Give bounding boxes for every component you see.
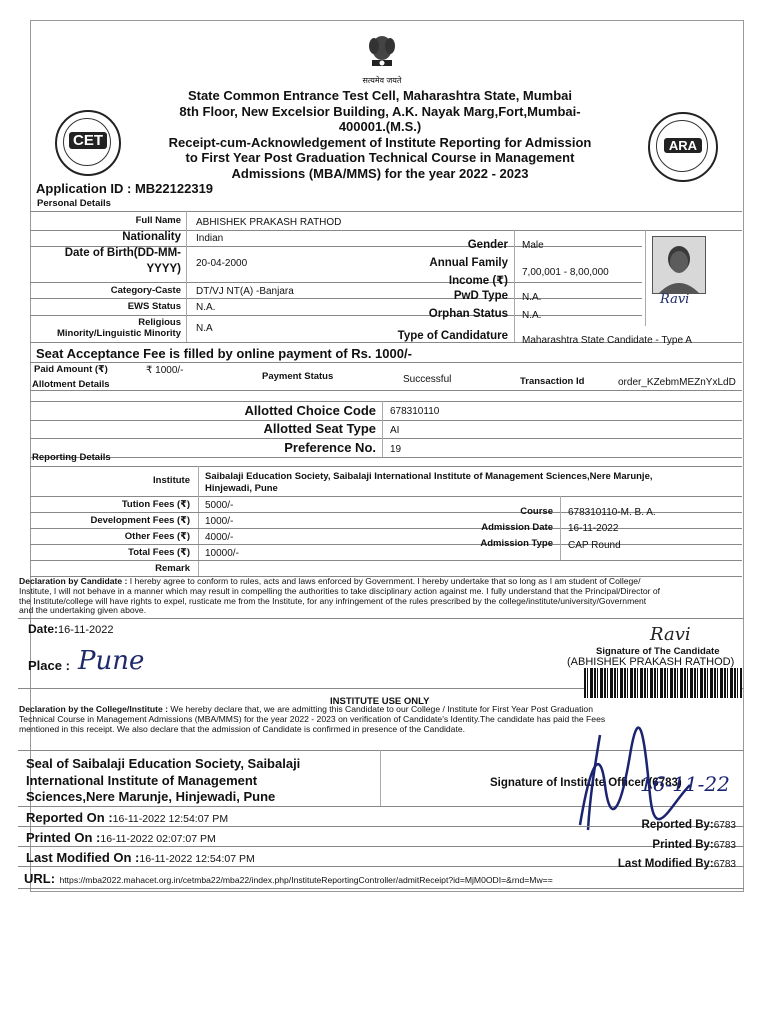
course-value: 678310110-M. B. A. xyxy=(568,507,656,518)
religious-label-2: Minority/Linguistic Minority xyxy=(56,328,181,339)
institute-use-heading: INSTITUTE USE ONLY xyxy=(330,696,430,707)
application-id: Application ID : MB22122319 xyxy=(36,181,214,196)
receipt-url: URL: https://mba2022.mahacet.org.in/cetmba22/mba22/index.php/InstituteReportingController/admitReceipt?id=MjM0ODI=&rnd=Mw== xyxy=(24,871,553,886)
full-name-value: ABHISHEK PRAKASH RATHOD xyxy=(196,217,342,228)
allotted-seat-label: Allotted Seat Type xyxy=(263,421,376,436)
admission-type-value: CAP Round xyxy=(568,540,621,551)
religious-value: N.A xyxy=(196,323,213,334)
officer-signature-label: Signature of Institute Officer (6783) xyxy=(490,777,682,789)
institute-value: Saibalaji Education Society, Saibalaji International Institute of Management Sciences,Nere Marunje, xyxy=(205,471,653,482)
institute-value-2: Hinjewadi, Pune xyxy=(205,483,278,494)
admission-date-label: Admission Date xyxy=(481,522,553,533)
reported-by: Reported By:6783 xyxy=(641,819,736,831)
institute-declaration: Declaration by the College/Institute : We hereby declare that, we are admitting this Candidate to our College / Institute for First Year Post Graduation Technical Course in Management Admissions (MBA/MMS) for the year 2022 - 2023 on verification of Candidate's Identity.The candidate has paid the Fees mentioned in this receipt. We also declare that the admission of Candidate is confirmed in presence of the Candidate. xyxy=(19,704,606,734)
tution-fees-value: 5000/- xyxy=(205,500,234,511)
barcode xyxy=(584,668,742,698)
ews-label: EWS Status xyxy=(127,301,181,312)
religious-label: Religious xyxy=(138,317,181,328)
admission-type-label: Admission Type xyxy=(480,538,553,549)
allotment-heading: Allotment Details xyxy=(32,379,110,390)
institute-seal: Seal of Saibalaji Education Society, Saibalaji International Institute of Management Sciences,Nere Marunje, Hinjewadi, Pune xyxy=(26,756,301,804)
preference-label: Preference No. xyxy=(284,440,376,455)
income-label: Annual Family xyxy=(429,257,508,269)
last-modified-by: Last Modified By:6783 xyxy=(617,858,736,870)
payment-status-value: Successful xyxy=(403,374,452,385)
dob-label: Date of Birth(DD-MM- xyxy=(64,247,181,259)
other-fees-value: 4000/- xyxy=(205,532,234,543)
development-fees-label: Development Fees (₹) xyxy=(90,515,190,526)
fee-heading: Seat Acceptance Fee is filled by online payment of Rs. 1000/- xyxy=(36,346,412,361)
other-fees-label: Other Fees (₹) xyxy=(124,531,190,542)
ews-value: N.A. xyxy=(196,302,216,313)
reported-on: Reported On :16-11-2022 12:54:07 PM xyxy=(26,810,229,825)
candidate-photo xyxy=(652,236,706,294)
gender-value: Male xyxy=(522,240,544,251)
income-label-2: Income (₹) xyxy=(448,275,508,287)
ara-logo: ARA xyxy=(648,112,718,182)
course-label: Course xyxy=(520,506,553,517)
allotted-choice-value: 678310110 xyxy=(390,406,440,417)
printed-by: Printed By:6783 xyxy=(652,839,736,851)
pwd-label: PwD Type xyxy=(453,290,508,302)
pwd-value: N.A. xyxy=(522,292,542,303)
candidate-name-under-signature: (ABHISHEK PRAKASH RATHOD) xyxy=(567,656,735,668)
paid-amount-value: ₹ 1000/- xyxy=(146,365,184,376)
declaration-date: Date:16-11-2022 xyxy=(28,622,114,636)
candidate-signature: Ravi xyxy=(650,624,691,645)
transaction-id-value: order_KZebmMEZnYxLdD xyxy=(618,377,736,388)
reporting-heading: Reporting Details xyxy=(32,452,111,463)
allotted-seat-value: AI xyxy=(390,425,400,436)
tution-fees-label: Tution Fees (₹) xyxy=(121,499,190,510)
remark-label: Remark xyxy=(155,563,190,574)
receipt-title: State Common Entrance Test Cell, Maharashtra State, Mumbai 8th Floor, New Excelsior Building, A.K. Nayak Marg,Fort,Mumbai- 400001.(M.S.) Receipt-cum-Acknowledgement of Institute Reporting for Admission to First Year Post Graduation Technical Course in Management Admissions (MBA/MMS) for the year 2022 - 2023 xyxy=(168,88,592,181)
development-fees-value: 1000/- xyxy=(205,516,234,527)
transaction-id-label: Transaction Id xyxy=(520,376,585,387)
category-label: Category-Caste xyxy=(110,285,181,296)
payment-status-label: Payment Status xyxy=(262,371,334,382)
allotted-choice-label: Allotted Choice Code xyxy=(244,403,376,418)
cet-cell-logo: CET xyxy=(55,110,121,176)
admission-date-value: 16-11-2022 xyxy=(568,523,619,534)
total-fees-label: Total Fees (₹) xyxy=(128,547,190,558)
printed-on: Printed On :16-11-2022 02:07:07 PM xyxy=(26,830,216,845)
income-value: 7,00,001 - 8,00,000 xyxy=(522,267,609,278)
dob-value: 20-04-2000 xyxy=(196,258,248,269)
orphan-value: N.A. xyxy=(522,310,542,321)
preference-value: 19 xyxy=(390,444,402,455)
gender-label: Gender xyxy=(467,239,508,251)
orphan-label: Orphan Status xyxy=(428,308,508,320)
dob-label-2: YYYY) xyxy=(146,263,181,275)
candidature-label: Type of Candidature xyxy=(397,330,508,342)
institute-label: Institute xyxy=(153,475,190,486)
nationality-value: Indian xyxy=(196,233,224,244)
place-label: Place : xyxy=(28,658,70,673)
last-modified-on: Last Modified On :16-11-2022 12:54:07 PM xyxy=(26,850,255,865)
paid-amount-label: Paid Amount (₹) xyxy=(34,364,108,375)
total-fees-value: 10000/- xyxy=(205,548,239,559)
nationality-label: Nationality xyxy=(122,231,181,243)
emblem-caption: सत्यमेव जयते xyxy=(362,76,402,85)
officer-signature: 16-11-22 xyxy=(640,772,730,796)
candidature-value: Maharashtra State Candidate - Type A xyxy=(522,335,692,346)
photo-signature: Ravi xyxy=(660,292,690,307)
category-value: DT/VJ NT(A) -Banjara xyxy=(196,286,294,297)
candidate-declaration: Declaration by Candidate : I hereby agree to conform to rules, acts and laws enforced by Government. I hereby undertake that so long as I am student of College/ Institute, I will not behave in a manner which may result in compelling the authorities to take disciplinary action against me. I fully understand that the Principal/Director of the Institute/college will have rights to expel, rusticate me from the Institute, for any infringement of the rules prescribed by the college/institute/university/Government and the undertaking given above. xyxy=(19,576,661,616)
full-name-label: Full Name xyxy=(135,215,181,226)
candidate-signature-label: Signature of The Candidate xyxy=(596,646,720,657)
personal-details-heading: Personal Details xyxy=(37,198,111,209)
place-value: Pune xyxy=(78,646,145,676)
